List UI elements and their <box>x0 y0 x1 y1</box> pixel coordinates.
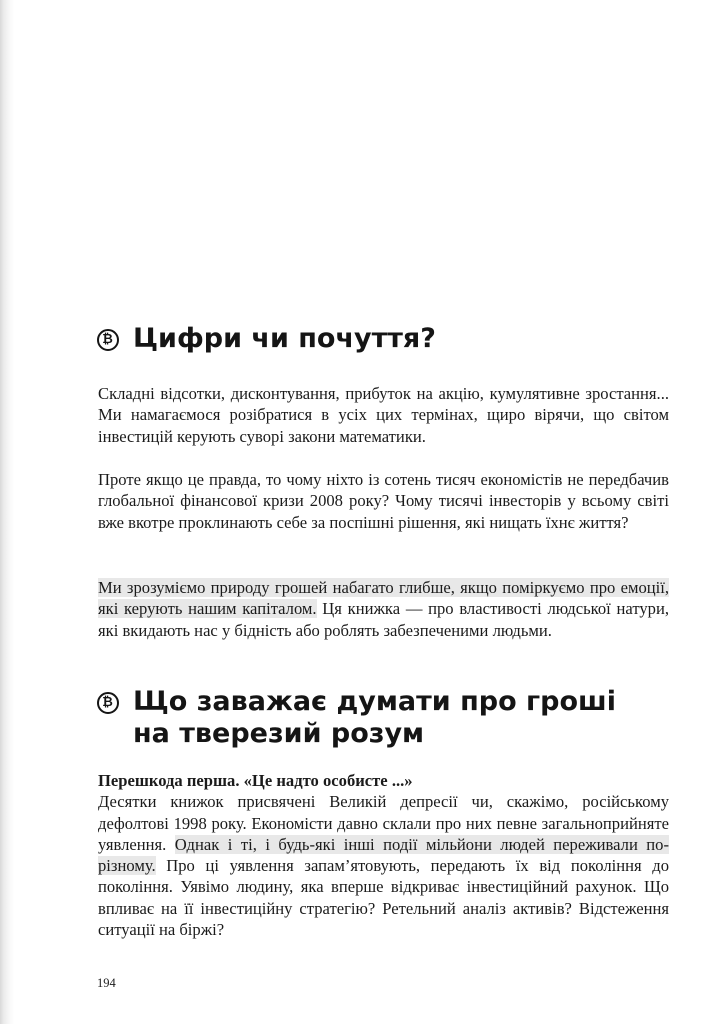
section-heading <box>97 323 657 357</box>
paragraph <box>98 770 669 940</box>
bitcoin-icon: ₿ <box>97 692 119 714</box>
paragraph-text: Десятки книжок присвячені Великій депресії чи, скажімо, російському дефолтові 1998 року. Економісти давно склали про них певне загальноприйняте уявлення. <box>98 792 669 854</box>
paragraph <box>98 469 669 533</box>
bitcoin-icon: ₿ <box>97 329 119 351</box>
heading-line: на тверезий розум <box>133 718 425 749</box>
section-heading <box>97 686 657 752</box>
heading-line: Що заважає думати про гроші <box>133 686 616 717</box>
highlighted-text[interactable]: Однак і ті, і будь-які інші події мільйони людей переживали по-різному. <box>98 834 670 876</box>
heading-line: Цифри чи почуття? <box>133 323 436 354</box>
paragraph <box>98 577 669 641</box>
paragraph <box>98 383 669 447</box>
section-heading-text <box>133 686 616 750</box>
subheading: Перешкода перша. «Це надто особисте ...» <box>98 771 413 790</box>
paragraph-text: Проте якщо це правда, то чому ніхто із сотень тисяч економістів не передбачив глобальної фінансової кризи 2008 року? Чому тисячі інвесторів у всьому світі вже вкотре проклинають себе за поспішні рішення, які нищать їхнє життя? <box>98 470 669 532</box>
paragraph-text: Ця книжка — про властивості людської натури, які вкидають нас у бідність або роблять забезпеченими людьми. <box>98 599 669 640</box>
paragraph-text: Про ці уявлення запам’ятовують, передають їх від покоління до покоління. Уявімо людину, яка вперше відкриває інвестиційний рахунок. Що впливає на її інвестиційну стратегію? Ретельний аналіз активів? Відстеження ситуації на біржі? <box>98 856 669 940</box>
section-heading-text <box>133 323 436 355</box>
highlighted-text[interactable]: Ми зрозуміємо природу грошей набагато глибше, якщо поміркуємо про емоції, які керують нашим капіталом. <box>98 578 669 619</box>
paragraph-text: Складні відсотки, дисконтування, прибуток на акцію, кумулятивне зростання... Ми намагаємося розібратися в усіх цих термінах, щиро вірячи, що світом інвестицій керують суворі закони математики. <box>98 384 669 446</box>
page-number: 194 <box>97 976 116 990</box>
